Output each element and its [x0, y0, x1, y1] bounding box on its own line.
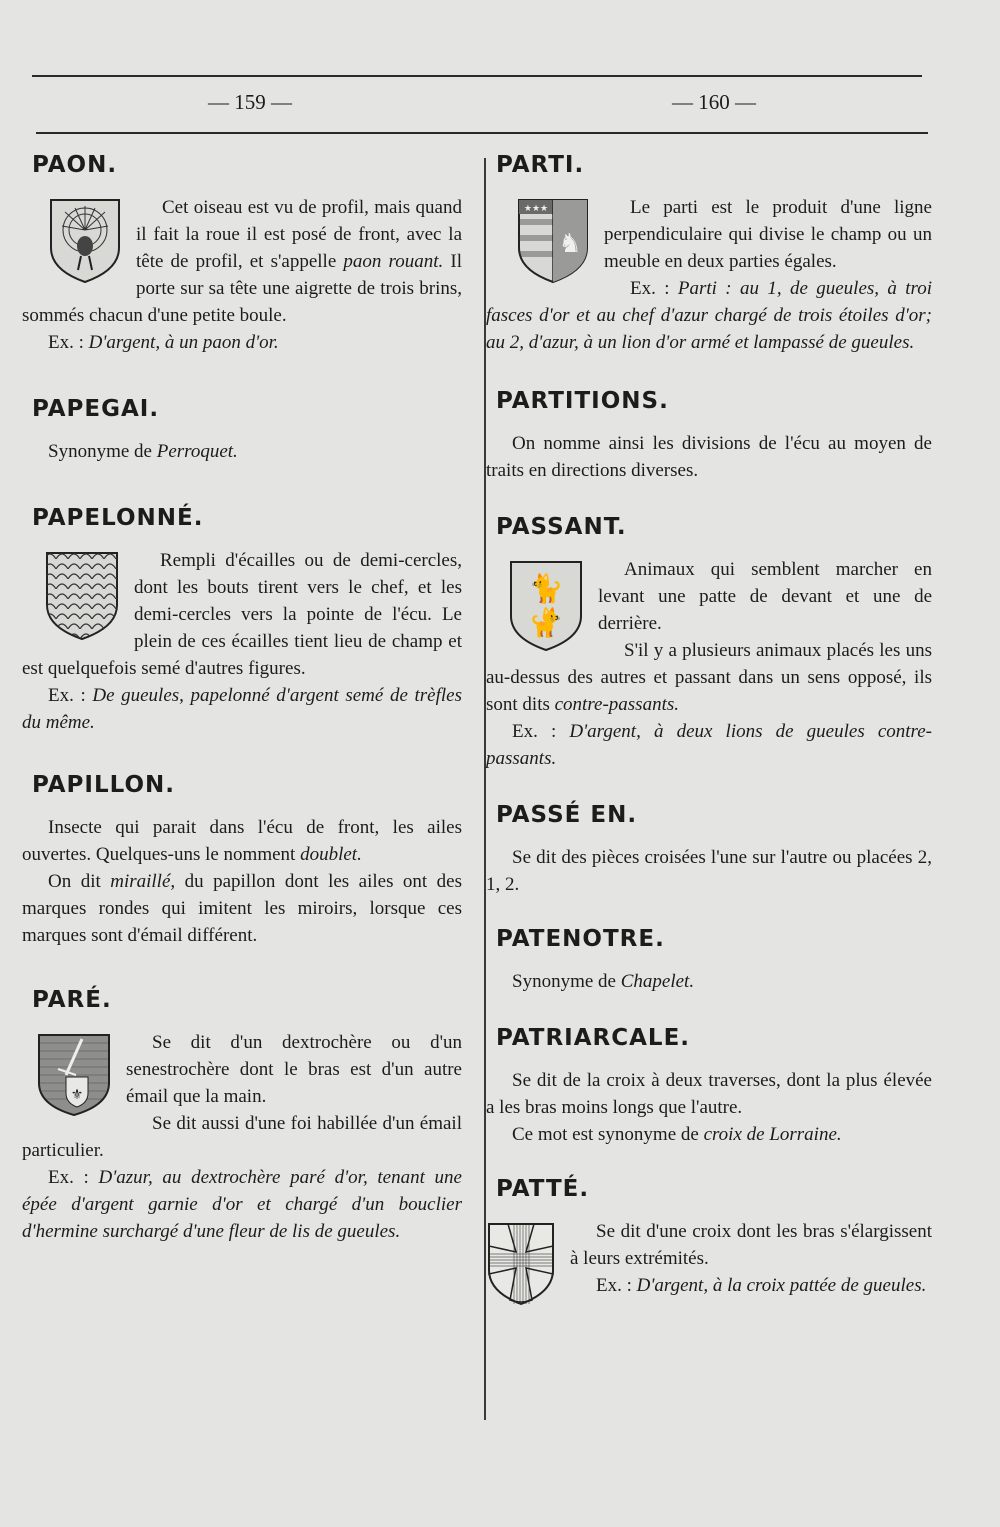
- entry-passant: [486, 512, 932, 772]
- headword-passant: PASSANT.: [496, 514, 627, 540]
- headword-paon: PAON.: [32, 152, 118, 178]
- patenotre-text: Synonyme de: [512, 971, 621, 992]
- papegai-text-italic: Perroquet.: [156, 441, 238, 462]
- papillon-text-b1: On dit: [48, 871, 111, 892]
- parti-shield-icon: [516, 196, 590, 284]
- svg-text:⚜: ⚜: [70, 1087, 84, 1103]
- passe-en-text: Se dit des pièces croisées l'une sur l'autre ou placées 2, 1, 2.: [486, 847, 932, 895]
- svg-text:🐈: 🐈: [528, 572, 564, 605]
- headword-papelonne: PAPELONNÉ.: [32, 505, 204, 531]
- entry-parti: [486, 150, 932, 356]
- entry-papillon: [22, 770, 462, 949]
- headword-passe-en: PASSÉ EN.: [496, 802, 638, 828]
- cross-pattee-shield-icon: [486, 1220, 556, 1306]
- page-number-left: — 159 —: [208, 90, 292, 114]
- parti-example: Parti : au 1, de gueules, à troi fasces d'or et au chef d'azur chargé de trois étoiles d'or; au 2, d'azur, à un lion d'or armé et lampassé de gueules.: [486, 278, 932, 353]
- entry-passe-en: [486, 800, 932, 898]
- entry-pare: [22, 985, 462, 1245]
- patte-text: Se dit d'une croix dont les bras s'élargissent à leurs extrémités.: [570, 1221, 932, 1269]
- paon-example: D'argent, à un paon d'or.: [88, 332, 279, 353]
- partitions-text: On nomme ainsi les divisions de l'écu au moyen de traits en directions diverses.: [486, 433, 932, 481]
- peacock-shield-icon: [48, 196, 122, 284]
- headword-partitions: PARTITIONS.: [496, 388, 669, 414]
- patriarcale-text-b: Ce mot est synonyme de: [512, 1124, 704, 1145]
- pare-ex-label: Ex. :: [48, 1167, 99, 1188]
- patriarcale-text-b-italic: croix de Lorraine.: [703, 1124, 842, 1145]
- papillon-text-b2: du papillon dont les ailes ont des marques rondes qui imitent les miroirs, lorsque ces marques sont d'émail différent.: [22, 871, 462, 946]
- passant-ex-label: Ex. :: [512, 721, 570, 742]
- headword-pare: PARÉ.: [32, 987, 112, 1013]
- two-lions-shield-icon: [508, 558, 584, 652]
- parti-text: Le parti est le produit d'une ligne perpendiculaire qui divise le champ ou un meuble en deux parties égales.: [604, 197, 932, 272]
- page-number-right: — 160 —: [672, 90, 756, 114]
- headword-papegai: PAPEGAI.: [32, 396, 160, 422]
- passant-example: D'argent, à deux lions de gueules contre-passants.: [486, 721, 933, 769]
- left-column: [22, 150, 462, 1245]
- dextrochere-shield-icon: [36, 1031, 112, 1117]
- patte-ex-label: Ex. :: [596, 1275, 637, 1296]
- scales-shield-icon: [44, 549, 120, 641]
- top-rule: [32, 75, 922, 77]
- passant-text-b-italic: contre-passants.: [554, 694, 679, 715]
- parti-ex-label: Ex. :: [630, 278, 678, 299]
- headword-papillon: PAPILLON.: [32, 772, 175, 798]
- paon-text-italic: paon rouant.: [343, 251, 444, 272]
- papillon-text-a-italic: doublet.: [300, 844, 362, 865]
- patriarcale-text-a: Se dit de la croix à deux traverses, dont la plus élevée a les bras moins longs que l'autre.: [486, 1070, 932, 1118]
- entry-papegai: [22, 394, 462, 465]
- svg-text:♞: ♞: [558, 229, 582, 259]
- entry-patriarcale: [486, 1023, 932, 1148]
- pare-example: D'azur, au dextrochère paré d'or, tenant une épée d'argent garnie d'or et chargé d'un bouclier d'hermine surchargé d'une fleur de lis de gueules.: [22, 1167, 462, 1242]
- paon-text-b: Il porte sur sa tête une aigrette de trois brins, sommés chacun d'une petite boule.: [22, 251, 462, 326]
- headword-patriarcale: PATRIARCALE.: [496, 1025, 691, 1051]
- papelonne-ex-label: Ex. :: [48, 685, 93, 706]
- pare-text-a: Se dit d'un dextrochère ou d'un senestrochère dont le bras est d'un autre émail que la main.: [126, 1032, 462, 1107]
- entry-patenotre: [486, 924, 932, 995]
- entry-patte: [486, 1174, 932, 1299]
- papillon-text-b-italic: miraillé,: [110, 871, 176, 892]
- headword-parti: PARTI.: [496, 152, 585, 178]
- patenotre-text-italic: Chapelet.: [620, 971, 695, 992]
- pare-text-b: Se dit aussi d'une foi habillée d'un émail particulier.: [22, 1113, 462, 1161]
- headword-patte: PATTÉ.: [496, 1176, 590, 1202]
- header-rule: [36, 132, 928, 134]
- entry-paon: [22, 150, 462, 356]
- passant-text-b: S'il y a plusieurs animaux placés les uns au-dessus des autres et passant dans un sens opposé, ils sont dits: [486, 640, 932, 715]
- entry-papelonne: [22, 503, 462, 736]
- right-column: [486, 150, 932, 1310]
- passant-text-a: Animaux qui semblent marcher en levant une patte de devant et une de derrière.: [598, 559, 932, 634]
- headword-patenotre: PATENOTRE.: [496, 926, 665, 952]
- entry-partitions: [486, 386, 932, 484]
- svg-text:★★★: ★★★: [523, 204, 549, 214]
- paon-ex-label: Ex. :: [48, 332, 89, 353]
- papegai-text: Synonyme de: [48, 441, 157, 462]
- papelonne-text: Rempli d'écailles ou de demi-cercles, dont les bouts tirent vers le chef, et les demi-cercles vers la pointe de l'écu. Le plein de ces écailles tient lieu de champ et est quelquefois semé d'autres figures.: [22, 550, 462, 679]
- papillon-text-a: Insecte qui parait dans l'écu de front, les ailes ouvertes. Quelques-uns le nomment: [22, 817, 462, 865]
- svg-text:🐈: 🐈: [528, 606, 564, 639]
- papelonne-example: De gueules, papelonné d'argent semé de trèfles du même.: [22, 685, 462, 733]
- paon-text-a: Cet oiseau est vu de profil, mais quand il fait la roue il est posé de front, avec la tête de profil, et s'appelle: [136, 197, 462, 272]
- patte-example: D'argent, à la croix pattée de gueules.: [636, 1275, 927, 1296]
